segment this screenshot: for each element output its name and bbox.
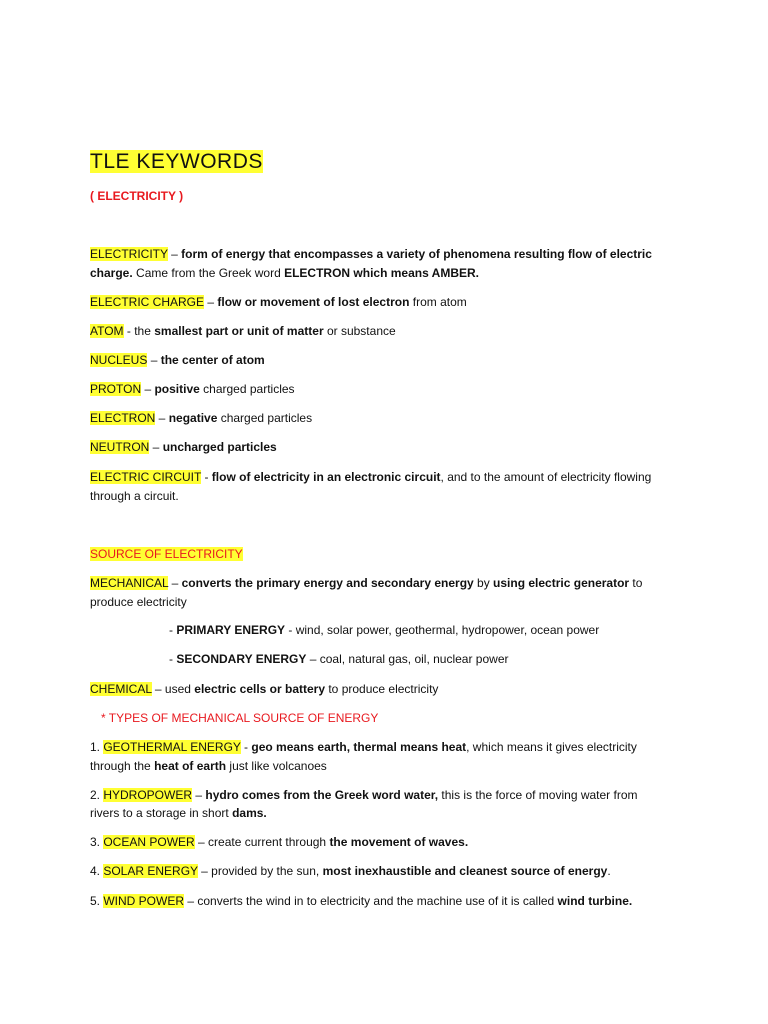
term-geothermal: GEOTHERMAL ENERGY	[103, 740, 241, 754]
source-heading-text: SOURCE OF ELECTRICITY	[90, 547, 243, 561]
definition-bold: smallest part or unit of matter	[154, 324, 324, 338]
definition-text: – converts the wind in to electricity and the machine use of it is called	[184, 894, 558, 908]
definition-bold: form of energy that encompasses a variety of phenomena resulting flow of electric	[181, 247, 652, 261]
definition-text: , and to the amount of electricity flowing	[440, 470, 652, 484]
definition-bold: the center of atom	[160, 353, 265, 367]
term-proton: PROTON	[90, 382, 142, 396]
list-number: 5.	[90, 894, 104, 908]
definition-text: .	[607, 864, 611, 878]
definition-text: this is the force of moving water from	[438, 788, 638, 802]
definition-electric-circuit-line1	[90, 468, 651, 487]
section-heading-types: * TYPES OF MECHANICAL SOURCE OF ENERGY	[101, 711, 379, 725]
separator: –	[204, 295, 218, 309]
term-atom: ATOM	[90, 324, 124, 338]
separator: –	[192, 788, 206, 802]
definition-bold: geo means earth, thermal means heat	[251, 740, 467, 754]
type-geothermal-line2	[90, 757, 327, 776]
term-chemical: CHEMICAL	[90, 682, 152, 696]
definition-bold: wind turbine.	[557, 894, 633, 908]
separator: -	[240, 740, 252, 754]
separator: –	[168, 576, 182, 590]
definition-electricity-line1	[90, 245, 652, 264]
definition-electron	[90, 409, 312, 428]
separator: –	[141, 382, 155, 396]
secondary-energy-item	[169, 650, 509, 669]
definition-text: to produce electricity	[325, 682, 439, 696]
list-number: 4.	[90, 864, 104, 878]
type-hydropower-line1	[90, 786, 638, 805]
definition-bold: the movement of waves.	[329, 835, 469, 849]
source-mechanical-line1	[90, 574, 642, 593]
definition-bold: hydro comes from the Greek word water,	[205, 788, 439, 802]
term-wind-power: WIND POWER	[103, 894, 185, 908]
list-number: 3.	[90, 835, 104, 849]
definition-atom	[90, 322, 396, 341]
definition-electric-charge	[90, 293, 467, 312]
separator: –	[147, 353, 161, 367]
type-wind-power	[90, 892, 632, 911]
type-hydropower-line2	[90, 804, 267, 823]
bullet-dash: -	[169, 652, 177, 666]
definition-text: Came from the Greek word	[132, 266, 285, 280]
type-solar-energy	[90, 862, 611, 881]
definition-text: – coal, natural gas, oil, nuclear power	[306, 652, 509, 666]
title-text: TLE KEYWORDS	[90, 150, 263, 173]
definition-bold: uncharged particles	[162, 440, 277, 454]
source-chemical	[90, 680, 438, 699]
definition-text: charged particles	[217, 411, 313, 425]
definition-bold: charge.	[90, 266, 133, 280]
type-geothermal-line1	[90, 738, 637, 757]
term-solar-energy: SOLAR ENERGY	[103, 864, 198, 878]
definition-electricity-line2	[90, 264, 479, 283]
definition-bold: using electric generator	[493, 576, 630, 590]
document-subtitle: ( ELECTRICITY )	[90, 189, 184, 203]
definition-bold: dams.	[232, 806, 267, 820]
definition-text: , which means it gives electricity	[466, 740, 637, 754]
term-ocean-power: OCEAN POWER	[103, 835, 195, 849]
definition-bold: heat of earth	[154, 759, 227, 773]
definition-nucleus	[90, 351, 265, 370]
document-title	[90, 149, 263, 175]
separator: –	[167, 247, 182, 261]
separator: –	[155, 411, 169, 425]
definition-electric-circuit-line2: through a circuit.	[90, 489, 179, 503]
definition-bold: PRIMARY ENERGY	[176, 623, 286, 637]
definition-bold: most inexhaustible and cleanest source of energy	[322, 864, 608, 878]
list-number: 2.	[90, 788, 104, 802]
term-nucleus: NUCLEUS	[90, 353, 148, 367]
primary-energy-item	[169, 621, 599, 640]
definition-proton	[90, 380, 295, 399]
term-electron: ELECTRON	[90, 411, 156, 425]
term-neutron: NEUTRON	[90, 440, 150, 454]
definition-text: through the	[90, 759, 155, 773]
definition-text: – provided by the sun,	[197, 864, 323, 878]
document-page	[90, 0, 690, 1024]
term-mechanical: MECHANICAL	[90, 576, 169, 590]
definition-neutron	[90, 438, 277, 457]
separator: - the	[123, 324, 155, 338]
separator: -	[201, 470, 212, 484]
bullet-dash: -	[169, 623, 177, 637]
definition-text: or substance	[323, 324, 396, 338]
separator: – used	[151, 682, 195, 696]
definition-bold: ELECTRON which means AMBER.	[284, 266, 479, 280]
definition-text: charged particles	[199, 382, 295, 396]
definition-text: - wind, solar power, geothermal, hydropower, ocean power	[285, 623, 600, 637]
term-electricity: ELECTRICITY	[90, 247, 168, 261]
definition-text: just like volcanoes	[226, 759, 327, 773]
type-ocean-power	[90, 833, 468, 852]
source-mechanical-line2: produce electricity	[90, 595, 187, 609]
term-electric-circuit: ELECTRIC CIRCUIT	[90, 470, 202, 484]
definition-bold: SECONDARY ENERGY	[176, 652, 307, 666]
separator: –	[149, 440, 163, 454]
term-electric-charge: ELECTRIC CHARGE	[90, 295, 205, 309]
definition-bold: electric cells or battery	[194, 682, 326, 696]
section-heading-source	[90, 545, 243, 564]
definition-text: by	[473, 576, 494, 590]
definition-bold: converts the primary energy and secondary energy	[181, 576, 474, 590]
definition-bold: flow of electricity in an electronic circuit	[211, 470, 441, 484]
definition-bold: positive	[154, 382, 200, 396]
definition-text: to	[629, 576, 643, 590]
definition-bold: flow or movement of lost electron	[217, 295, 410, 309]
definition-text: from atom	[409, 295, 467, 309]
definition-text: rivers to a storage in short	[90, 806, 233, 820]
definition-text: – create current through	[194, 835, 330, 849]
definition-bold: negative	[168, 411, 218, 425]
term-hydropower: HYDROPOWER	[103, 788, 193, 802]
list-number: 1.	[90, 740, 104, 754]
